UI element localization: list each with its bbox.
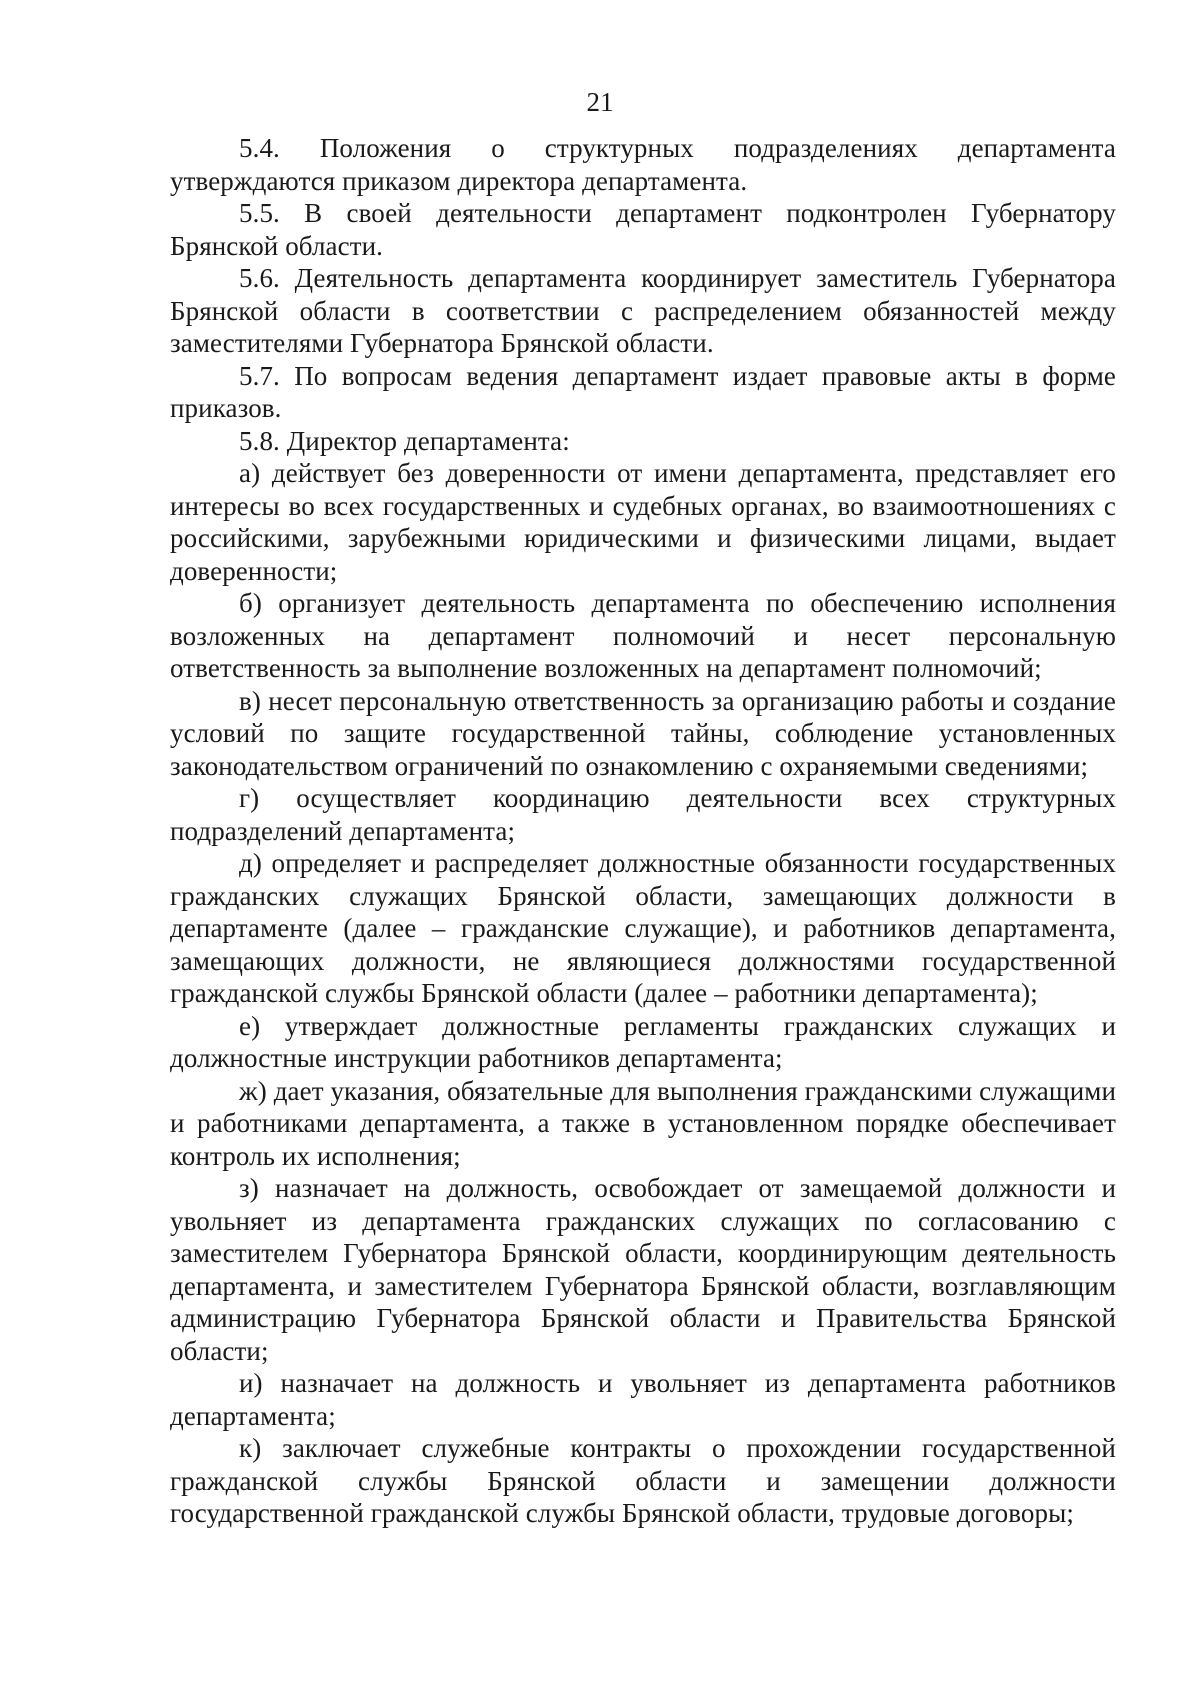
paragraph-5-4: 5.4. Положения о структурных подразделениях департамента утверждаются приказом директора департамента.	[170, 133, 1116, 196]
list-item-e: е) утверждает должностные регламенты гражданских служащих и должностные инструкции работников департамента;	[170, 1010, 1116, 1073]
list-item-i: и) назначает на должность и увольняет из департамента работников департамента;	[170, 1368, 1116, 1431]
list-item-k: к) заключает служебные контракты о прохождении государственной гражданской службы Брянской области и замещении должности государственной гражданской службы Брянской области, трудовые договоры;	[170, 1433, 1116, 1528]
paragraph-5-8: 5.8. Директор департамента:	[239, 425, 570, 456]
document-body	[170, 132, 1116, 1530]
paragraph-5-5: 5.5. В своей деятельности департамент подконтролен Губернатору Брянской области.	[170, 198, 1116, 261]
paragraph-5-6: 5.6. Деятельность департамента координирует заместитель Губернатора Брянской области в соответствии с распределением обязанностей между заместителями Губернатора Брянской области.	[170, 263, 1116, 358]
page-number: 21	[586, 87, 614, 117]
list-item-z: з) назначает на должность, освобождает от замещаемой должности и увольняет из департамента гражданских служащих по согласованию с заместителем Губернатора Брянской области, координирующим деятельность департамента, и заместителем Губернатора Брянской области, возглавляющим администрацию Губернатора Брянской области и Правительства Брянской области;	[170, 1173, 1116, 1366]
list-item-a: а) действует без доверенности от имени департамента, представляет его интересы во всех государственных и судебных органах, во взаимоотношениях с российскими, зарубежными юридическими и физическими лицами, выдает доверенности;	[170, 458, 1116, 586]
list-item-zh: ж) дает указания, обязательные для выполнения гражданскими служащими и работниками департамента, а также в установленном порядке обеспечивает контроль их исполнения;	[170, 1075, 1117, 1171]
list-item-b: б) организует деятельность департамента по обеспечению исполнения возложенных на департамент полномочий и несет персональную ответственность за выполнение возложенных на департамент полномочий;	[170, 588, 1116, 683]
list-item-d: д) определяет и распределяет должностные обязанности государственных гражданских служащих Брянской области, замещающих должности в департаменте (далее – гражданские служащие), и работников департамента, замещающих должности, не являющиеся должностями государственной гражданской службы Брянской области (далее – работники департамента);	[170, 848, 1116, 1008]
list-item-v: в) несет персональную ответственность за организацию работы и создание условий по защите государственной тайны, соблюдение установленных законодательством ограничений по ознакомлению с охраняемыми сведениями;	[170, 685, 1116, 781]
list-item-g: г) осуществляет координацию деятельности всех структурных подразделений департамента;	[170, 783, 1116, 846]
paragraph-5-7: 5.7. По вопросам ведения департамент издает правовые акты в форме приказов.	[170, 360, 1116, 423]
